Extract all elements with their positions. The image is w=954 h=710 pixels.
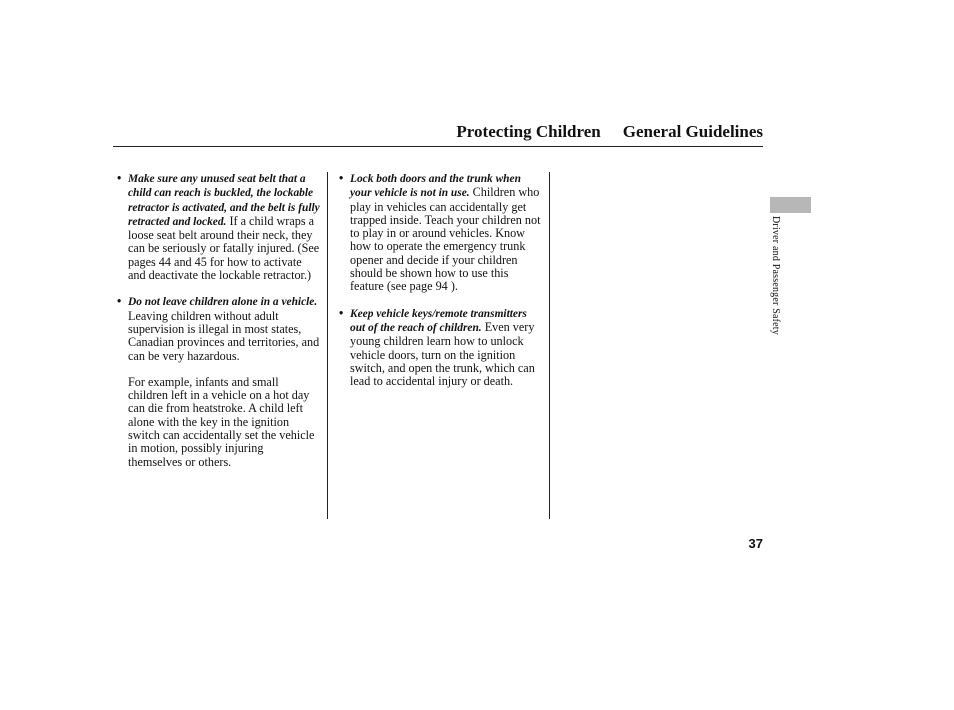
column-divider <box>549 172 550 519</box>
page-number: 37 <box>748 536 763 551</box>
bullet-item <box>117 295 320 362</box>
page-header <box>113 120 763 147</box>
bullet-item <box>339 172 544 294</box>
section-tab-label: Driver and Passenger Safety <box>770 216 781 335</box>
bullet-emphasis: Do not leave children alone in a vehicle. <box>128 296 318 309</box>
bullet-icon: • <box>339 171 344 185</box>
subsection-title: General Guidelines <box>622 122 763 141</box>
section-tab-marker <box>770 197 811 213</box>
bullet-text: Leaving children without adult supervision is illegal in most states, Canadian provinces and territories, and can be very hazardous. <box>128 308 320 363</box>
body-paragraph: For example, infants and small children left in a vehicle on a hot day can die from heatstroke. A child left alone with the key in the ignition switch can accidentally set the vehicle in motion, possibly injuring themselves or others. <box>128 374 315 469</box>
bullet-icon: • <box>117 171 122 185</box>
bullet-text: Children who play in vehicles can accidentally get trapped inside. Teach your children not to play in or around vehicles. Know how to operate the emergency trunk opener and decide if your children should be shown how to use this feature (see page 94 ). <box>350 185 541 294</box>
page-title <box>456 122 763 142</box>
bullet-icon: • <box>117 294 122 309</box>
bullet-emphasis: Make sure any unused seat belt that a child can reach is buckled, the lockable retractor is activated, and the belt is fully retracted and locked. <box>128 173 320 228</box>
bullet-emphasis: Keep vehicle keys/remote transmitters out of the reach of children. <box>350 307 527 334</box>
text-column-middle <box>339 172 544 388</box>
bullet-emphasis: Lock both doors and the trunk when your vehicle is not in use. <box>350 173 521 200</box>
text-column-left <box>117 172 320 469</box>
bullet-item <box>339 307 544 389</box>
column-divider <box>327 172 328 519</box>
bullet-item <box>117 172 320 282</box>
section-title: Protecting Children <box>456 122 601 141</box>
bullet-icon: • <box>339 305 344 320</box>
bullet-text: Even very young children learn how to unlock vehicle doors, turn on the ignition switch, and open the trunk, which can lead to accidental injury or death. <box>350 319 535 389</box>
bullet-text: If a child wraps a loose seat belt around their neck, they can be seriously or fatally injured. (See pages 44 and 45 for how to activate and deactivate the lockable retractor.) <box>128 213 320 283</box>
